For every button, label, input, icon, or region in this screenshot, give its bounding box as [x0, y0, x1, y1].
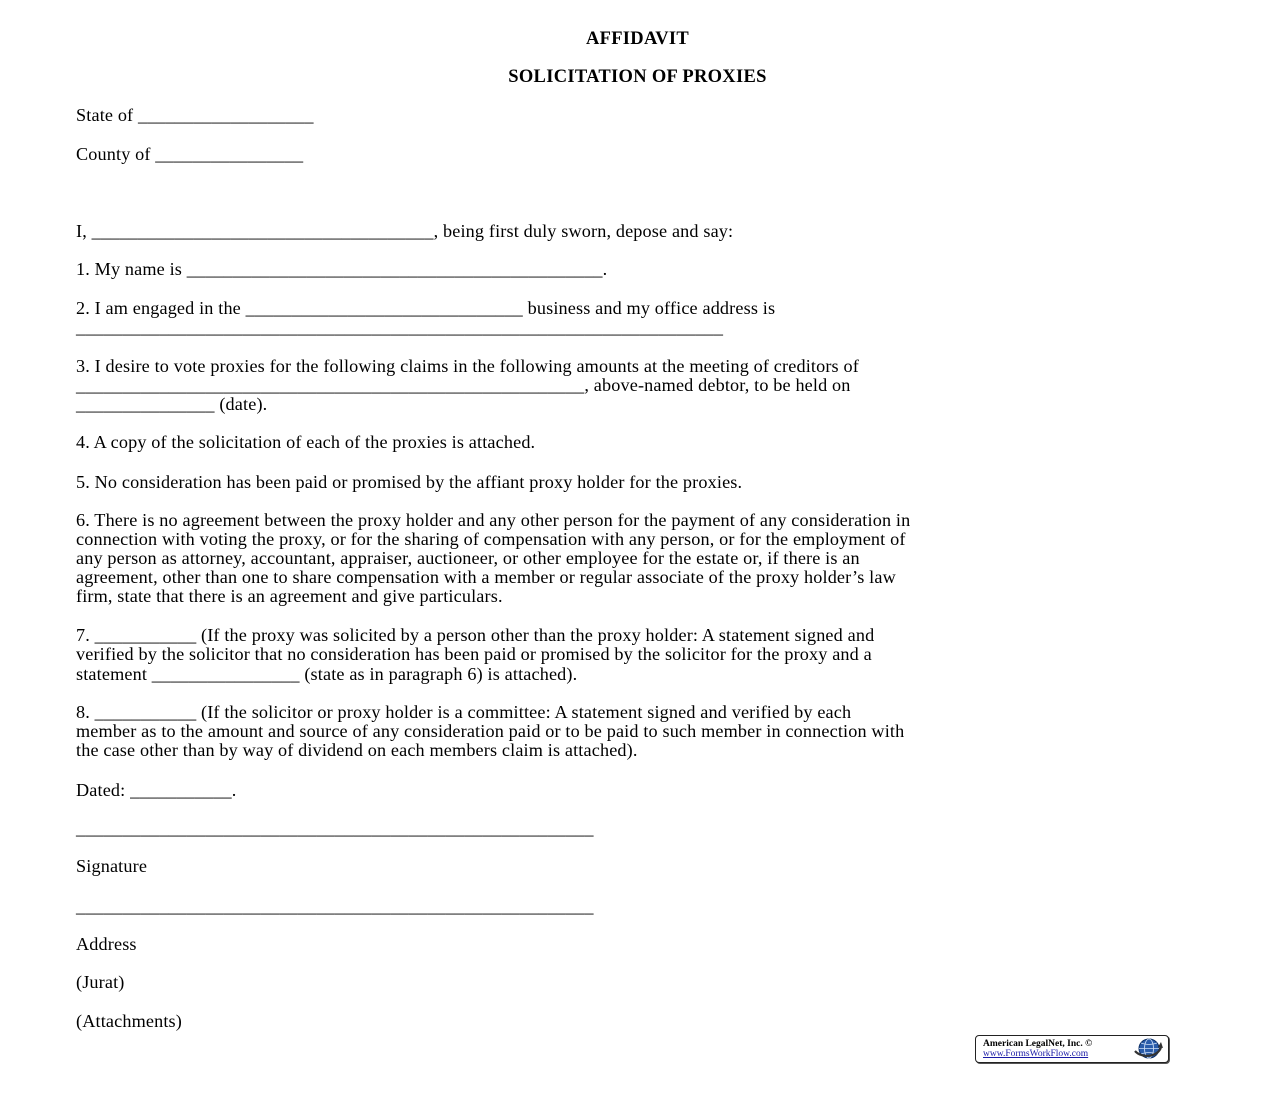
paragraph-7-line-2: verified by the solicitor that no consideration has been paid or promised by the solicitor for the proxy and a	[76, 644, 872, 664]
paragraph-8-line-2: member as to the amount and source of any consideration paid or to be paid to such member in connection with	[76, 721, 905, 741]
document-subtitle: SOLICITATION OF PROXIES	[508, 67, 767, 87]
attachments-label: (Attachments)	[76, 1011, 182, 1031]
paragraph-6-line-2: connection with voting the proxy, or for the sharing of compensation with any person, or for the employment of	[76, 529, 906, 549]
paragraph-8-line-1: 8. ___________ (If the solicitor or proxy holder is a committee: A statement signed and verified by each	[76, 702, 852, 722]
paragraph-7-line-1: 7. ___________ (If the proxy was solicited by a person other than the proxy holder: A statement signed and	[76, 625, 875, 645]
american-legalnet-logo[interactable]	[975, 1035, 1169, 1063]
logo-company-name: American LegalNet, Inc. ©	[983, 1039, 1093, 1049]
paragraph-4: 4. A copy of the solicitation of each of the proxies is attached.	[76, 432, 536, 452]
dated-field-line: Dated: ___________.	[76, 780, 237, 800]
address-label: Address	[76, 934, 137, 954]
paragraph-6-line-4: agreement, other than one to share compensation with a member or regular associate of the proxy holder’s law	[76, 567, 896, 587]
address-rule: ________________________________________________________	[76, 896, 594, 916]
paragraph-8-line-3: the case other than by way of dividend on each members claim is attached).	[76, 740, 638, 760]
logo-url-link[interactable]: www.FormsWorkFlow.com	[983, 1049, 1089, 1059]
paragraph-6-line-5: firm, state that there is an agreement and give particulars.	[76, 586, 503, 606]
globe-arrow-icon	[1132, 1037, 1164, 1060]
document-title: AFFIDAVIT	[585, 29, 690, 49]
paragraph-1: 1. My name is _____________________________________________.	[76, 259, 608, 279]
jurat-label: (Jurat)	[76, 972, 125, 992]
paragraph-6-line-1: 6. There is no agreement between the proxy holder and any other person for the payment of any consideration in	[76, 510, 911, 530]
paragraph-5: 5. No consideration has been paid or promised by the affiant proxy holder for the proxies.	[76, 472, 743, 492]
paragraph-2-line-2: ______________________________________________________________________	[76, 317, 724, 337]
paragraph-3-line-3: _______________ (date).	[76, 394, 268, 414]
signature-rule: ________________________________________________________	[76, 818, 594, 838]
paragraph-2-line-1: 2. I am engaged in the ______________________________ business and my office address is	[76, 298, 776, 318]
paragraph-3-line-2: _______________________________________________________, above-named debtor, to be held on	[76, 375, 851, 395]
paragraph-6-line-3: any person as attorney, accountant, appraiser, auctioneer, or other employee for the estate or, if there is an	[76, 548, 860, 568]
paragraph-7-line-3: statement ________________ (state as in paragraph 6) is attached).	[76, 664, 578, 684]
county-field-line: County of ________________	[76, 144, 304, 164]
state-field-line: State of ___________________	[76, 105, 314, 125]
intro-statement: I, _____________________________________, being first duly sworn, depose and say:	[76, 221, 734, 241]
signature-label: Signature	[76, 856, 148, 876]
paragraph-3-line-1: 3. I desire to vote proxies for the following claims in the following amounts at the meeting of creditors of	[76, 356, 859, 376]
